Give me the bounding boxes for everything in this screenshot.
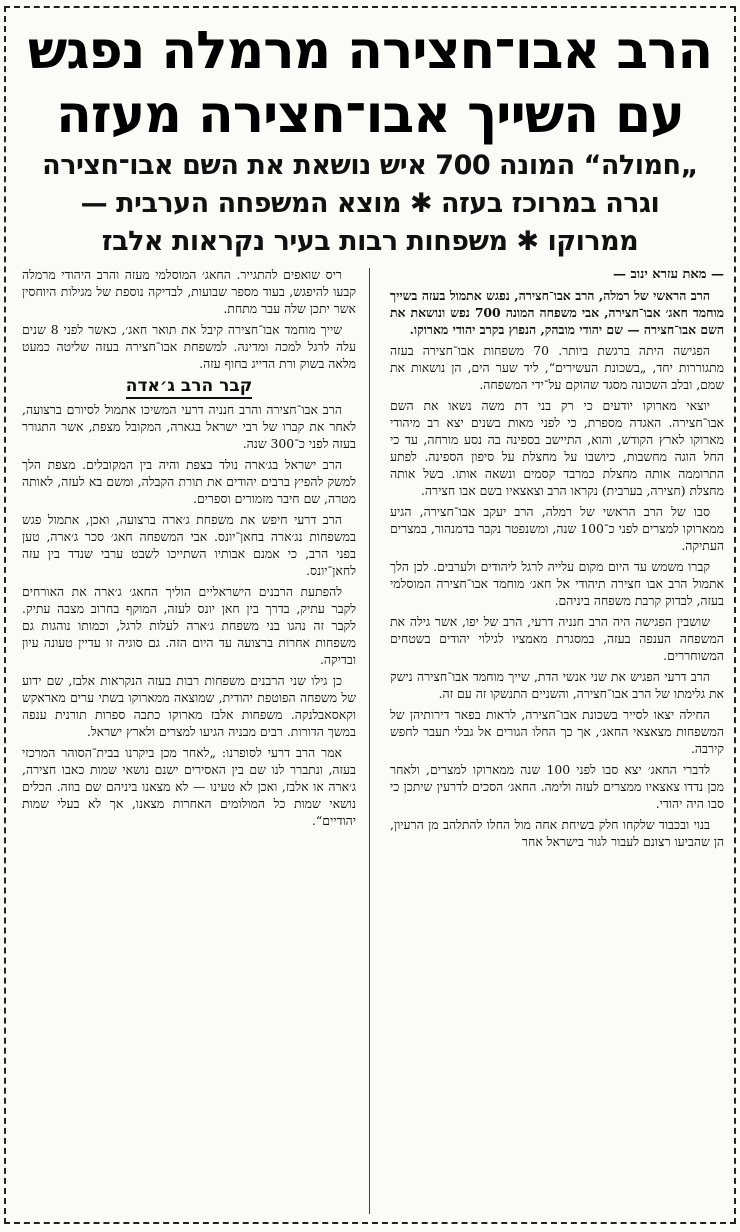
article-paragraph: כן גילו שני הרבנים משפחות רבות בעזה הנקראות אלבז, שם ידוע של משפחה הפוטפת יהודית, שמוצאה ממארוקו בשתי ערים מאראקש וקאסאבלנקה. משפחות אלבז מארוקו כתבה ספרות תורנית ענפה במשך הדורות. רבים מבניה הגיעו למצרים ולארץ ישראל.: [22, 673, 356, 739]
article-right-column: [390, 266, 724, 1216]
article-paragraph: הרב דרעי חיפש את משפחת ג׳ארה ברצועה, ואכן, אתמול פגש במשפחות נג׳ארה בחאן־יונס. אבי המשפחה חאג׳ סכר ג׳ארה, טען בפני הרב, כי אמנם אבותיו השתייכו לשבט ערבי שנדד בין עזה לחאן־יונס.: [22, 512, 356, 578]
article-paragraph: הרב דרעי הפגיש את שני אנשי הדת, שייך מוחמד אבו־חצירה נישק את גלימתו של הרב אבו־חצירה, והשניים התנשקו זה עם זה.: [390, 669, 724, 701]
headline-line-2: עם השייך אבו־חצירה מעזה: [56, 85, 684, 145]
article-paragraph: בנוי ובכבוד שלקחו חלק בשיחת אחה מול החלו להתלהב מן הרעיון, הן שהביעו רצונם לעבור לגור בישראל אחר: [390, 817, 724, 849]
article-paragraph: סבו של הרב הראשי של רמלה, הרב יעקב אבו־חצירה, הגיע ממארוקו למצרים לפני כ־100 שנה, ומשנפטר נקבר בדמנהור, במצרים העתיקה.: [390, 504, 724, 553]
article-paragraph: הפגישה היתה ברגשת ביותר. 70 משפחות אבו־חצירה בעזה מתגוררות יחד, „בשכונת העשירים“, ליד שער הים, הן נושאות את שמם, ובלב השכונה מסגד שהוקם על־ידי המשפחה.: [390, 343, 724, 392]
article-paragraph: להפתעת הרבנים הישראליים הוליך החאג׳ ג׳ארה את האורחים לקבר עתיק, בדרך בין חאן יונס לעזה, המוקף בחרוב מצבה עתיק. לקבר זה נהגו בני משפחת ג׳ארה לעלות לרגל, וכמותו נוהגות גם משפחות אחרות ברצועה עד היום הזה. גם סוגיה זו עדיין טעונה עיון ובדיקה.: [22, 584, 356, 667]
article-left-column: [22, 266, 356, 1216]
article-paragraph: הרב הראשי של רמלה, הרב אבו־חצירה, נפגש אתמול בעזה בשייך מוחמד חאג׳ אבו־חצירה, אבי משפחה המונה 700 נפש ונושאת את השם אבו־חצירה — שם יהודי מובהק, הנפוץ בקרב יהודי מארוקו.: [390, 288, 724, 337]
section-subheading-text: קבר הרב ג׳אדה: [126, 376, 252, 399]
section-subheading: [22, 378, 356, 395]
subheadline-line-2: וגרה במרוכז בעזה ✱ מוצא המשפחה הערבית —: [80, 188, 660, 219]
article-paragraph: ריס שואפים להתגייר. החאג׳ המוסלמי מעזה והרב היהודי מרמלה קבעו להיפגש, בעוד מספר שבועות, לבדיקה נוספת של מגילות היוחסין אשר יתכן שלה עבר מתחת.: [22, 267, 356, 316]
article-paragraph: שושבין הפגישה היה הרב חנניה דרעי, הרב של יפו, אשר גילה את המשפחה הענפה בעזה, במסגרת מאמציו לגילוי יהודים בשטחים המשוחררים.: [390, 614, 724, 663]
headline-line-1: הרב אבו־חצירה מרמלה נפגש: [27, 21, 713, 81]
article-paragraph: הרב אבו־חצירה והרב חנניה דרעי המשיכו אתמול לסיורם ברצועה, לאחר את קברו של רבי ישראל בגארה, המקובל מצפת, אשר התגורר בעזה לפני כ־300 שנה.: [22, 402, 356, 451]
article-paragraph: שייך מוחמד אבו־חצירה קיבל את תואר חאג׳, כאשר לפני 8 שנים עלה לרגל למכה ומדינה. למשפחת אבו־חצירה בעזה שליטה כמעט מלאה בשוק ורת הדייג בחוף עזה.: [22, 322, 356, 371]
article-paragraph: החילה יצאו לסייר בשכונת אבו־חצירה, לראות בפאר דירותיהן של המשפחות מצאצאי החאג׳, אך כך החלו הגורים אל גבלי תעבר לחפש קירבה.: [390, 707, 724, 756]
article-paragraph: לדברי החאג׳ יצא סבו לפני 100 שנה ממארוקו למצרים, ולאחר מכן נדדו צאצאיו ממצרים לעזה ולימה. החאג׳ הסכים לדרעין שיתכן כי סבו היה יהודי.: [390, 762, 724, 811]
article-paragraph: קברו משמש עד היום מקום עלייה לרגל ליהודים ולערבים. לכן הלך אתמול הרב אבו חצירה תיהודי אל חאג׳ מוחמד אבו־חצירה המוסלמי בעזה, לבדוק קרבת משפחה ביניהם.: [390, 559, 724, 608]
subheadline-line-1: „חמולה“ המונה 700 איש נושאת את השם אבו־חצירה: [42, 150, 698, 181]
article-paragraph: הרב ישראל בג׳ארה נולד בצפת והיה בין המקובלים. מצפת הלך למשק להפיץ ברבים יהודים את תורת הקבלה, ומשם בא לעזה, לאותה מטרה, שם חיבר מזמורים וספרים.: [22, 457, 356, 506]
byline: — מאת עזרא ינוב —: [612, 267, 724, 282]
subheadline-line-3: ממרוקו ✱ משפחות רבות בעיר נקראות אלבז: [101, 226, 639, 257]
article-paragraph: אמר הרב דרעי לסופרנו: „לאחר מכן ביקרנו בבית־הסוהר המרכזי בעזה, ונתברר לנו שם בין האסירים ישנם נושאי שמות כאבו חצירה, ג׳ארה או אלבז, ואכן לא טעינו — לא מצאנו ביניהם שם בוזה. הכלים נושאי שמות כל המולומים האחרות מצאנו, אך לא בעלי שמות יהודיים“.: [22, 745, 356, 828]
column-divider: [369, 268, 370, 1214]
article-paragraph: יוצאי מארוקו יודעים כי רק בני דת משה נשאו את השם אבו־חצירה. האגדה מספרת, כי לפני מאות בשנים יצא רב מיהודי מארוקו לארץ הקודש, והוא, התיישב בספינה בה נסע מורחה, עד כי החל הוגה מחשבות, כיושבו על מחצלת על סיפון הספינה. לפתע התרוממה אותה מחצלת כמרבד קסמים ונשאה אותו. בשל אותה מחצלת (חצירה, בערבית) נקראו הרב וצאצאיו בשם אבו חצירה.: [390, 398, 724, 498]
